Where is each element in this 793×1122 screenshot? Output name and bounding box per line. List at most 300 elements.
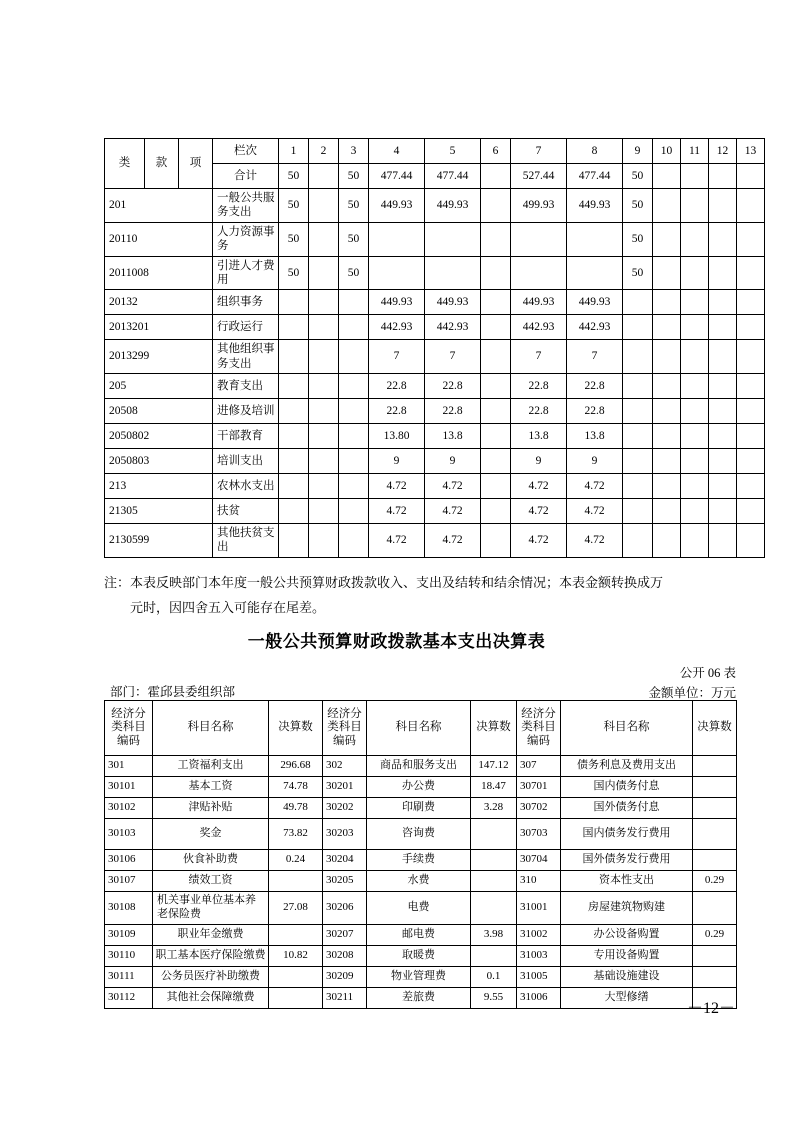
row-val-8: 4.72 [567,499,623,524]
row-val-3 [339,474,369,499]
header-subject-name-2: 科目名称 [367,701,471,756]
row-val-10 [653,424,681,449]
row-code: 2050803 [105,449,213,474]
row-val-6 [481,424,511,449]
row-val-3: 50 [339,256,369,290]
row-val-6 [481,499,511,524]
cell-code-3: 310 [517,871,561,892]
row-code: 21305 [105,499,213,524]
total-val-9: 50 [623,164,653,189]
cell-amount-2: 18.47 [471,777,517,798]
row-val-12 [709,524,737,558]
row-val-4: 7 [369,340,425,374]
cell-name-1: 其他社会保障缴费 [153,988,269,1009]
cell-amount-1 [269,871,323,892]
table-row [105,374,765,399]
row-code: 2013299 [105,340,213,374]
total-val-11 [681,164,709,189]
row-val-6 [481,315,511,340]
row-val-2 [309,340,339,374]
row-val-13 [737,399,765,424]
header-col-9: 9 [623,139,653,164]
row-val-4 [369,222,425,256]
cell-name-2: 办公费 [367,777,471,798]
row-val-9 [623,499,653,524]
row-val-8: 7 [567,340,623,374]
cell-code-2: 302 [323,756,367,777]
table-row [105,819,737,850]
cell-amount-2 [471,892,517,925]
header-col-6: 6 [481,139,511,164]
row-val-7: 7 [511,340,567,374]
cell-name-3: 基础设施建设 [561,967,693,988]
cell-amount-3 [693,819,737,850]
row-val-11 [681,189,709,223]
row-val-7: 499.93 [511,189,567,223]
header-col-4: 4 [369,139,425,164]
cell-code-2: 30209 [323,967,367,988]
row-name: 其他组织事务支出 [213,340,279,374]
row-val-6 [481,474,511,499]
row-name: 其他扶贫支出 [213,524,279,558]
row-val-7 [511,256,567,290]
row-val-1 [279,399,309,424]
total-val-2 [309,164,339,189]
row-val-2 [309,189,339,223]
row-val-10 [653,340,681,374]
table-row [105,524,765,558]
cell-code-1: 30108 [105,892,153,925]
cell-name-3: 资本性支出 [561,871,693,892]
table-row [105,756,737,777]
header-col-12: 12 [709,139,737,164]
row-val-1 [279,340,309,374]
row-val-3 [339,499,369,524]
row-val-1 [279,449,309,474]
header-col-7: 7 [511,139,567,164]
header-final-amount-2: 决算数 [471,701,517,756]
row-val-10 [653,315,681,340]
cell-code-2: 30205 [323,871,367,892]
cell-amount-3 [693,777,737,798]
row-code: 20132 [105,290,213,315]
note-line-1: 注：本表反映部门本年度一般公共预算财政拨款收入、支出及结转和结余情况；本表金额转换成万 [104,575,664,590]
row-val-4: 22.8 [369,374,425,399]
cell-amount-2 [471,850,517,871]
cell-code-2: 30208 [323,946,367,967]
cell-amount-1 [269,925,323,946]
cell-code-2: 30202 [323,798,367,819]
cell-code-1: 30103 [105,819,153,850]
row-val-2 [309,474,339,499]
row-val-3 [339,399,369,424]
cell-name-1: 工资福利支出 [153,756,269,777]
row-val-10 [653,222,681,256]
row-val-5: 4.72 [425,524,481,558]
row-val-10 [653,449,681,474]
row-val-10 [653,474,681,499]
cell-code-1: 30109 [105,925,153,946]
header-econ-code-3: 经济分类科目编码 [517,701,561,756]
row-name: 进修及培训 [213,399,279,424]
row-val-12 [709,474,737,499]
row-val-5: 449.93 [425,290,481,315]
cell-name-2: 电费 [367,892,471,925]
row-val-12 [709,499,737,524]
row-val-1 [279,424,309,449]
row-val-3 [339,340,369,374]
row-val-8: 449.93 [567,290,623,315]
row-val-13 [737,499,765,524]
row-code: 201 [105,189,213,223]
row-val-4: 13.80 [369,424,425,449]
cell-code-2: 30211 [323,988,367,1009]
row-val-5: 4.72 [425,499,481,524]
cell-name-1: 职工基本医疗保险缴费 [153,946,269,967]
table1-header-row [105,139,765,164]
row-val-11 [681,474,709,499]
header-subject-name-1: 科目名称 [153,701,269,756]
row-val-10 [653,256,681,290]
row-val-8 [567,256,623,290]
row-val-9 [623,399,653,424]
row-val-6 [481,524,511,558]
cell-name-3: 债务利息及费用支出 [561,756,693,777]
row-val-10 [653,374,681,399]
cell-amount-2: 3.28 [471,798,517,819]
table-row [105,777,737,798]
total-val-12 [709,164,737,189]
table-row [105,399,765,424]
header-col-1: 1 [279,139,309,164]
row-val-2 [309,424,339,449]
row-val-13 [737,474,765,499]
cell-code-3: 31005 [517,967,561,988]
row-val-13 [737,524,765,558]
row-val-1 [279,474,309,499]
table-row [105,871,737,892]
row-val-5: 7 [425,340,481,374]
row-val-9 [623,474,653,499]
row-val-11 [681,374,709,399]
cell-code-1: 30106 [105,850,153,871]
cell-code-1: 30112 [105,988,153,1009]
cell-code-1: 30102 [105,798,153,819]
row-name: 培训支出 [213,449,279,474]
total-val-7: 527.44 [511,164,567,189]
row-val-13 [737,374,765,399]
row-val-1: 50 [279,222,309,256]
cell-code-2: 30203 [323,819,367,850]
cell-amount-1 [269,967,323,988]
row-val-13 [737,290,765,315]
total-val-8: 477.44 [567,164,623,189]
row-val-11 [681,424,709,449]
row-val-6 [481,399,511,424]
row-val-2 [309,399,339,424]
header-subject-name-3: 科目名称 [561,701,693,756]
row-val-2 [309,222,339,256]
row-val-6 [481,290,511,315]
row-code: 2050802 [105,424,213,449]
cell-code-2: 30201 [323,777,367,798]
row-val-5: 13.8 [425,424,481,449]
cell-name-1: 绩效工资 [153,871,269,892]
cell-amount-2: 0.1 [471,967,517,988]
total-val-4: 477.44 [369,164,425,189]
row-val-10 [653,399,681,424]
table-row [105,925,737,946]
row-val-2 [309,499,339,524]
cell-amount-3 [693,892,737,925]
row-val-6 [481,222,511,256]
cell-amount-1: 10.82 [269,946,323,967]
cell-name-1: 机关事业单位基本养老保险费 [153,892,269,925]
row-val-12 [709,424,737,449]
table-row [105,850,737,871]
cell-code-3: 307 [517,756,561,777]
table-row [105,189,765,223]
row-val-4: 449.93 [369,189,425,223]
cell-code-2: 30206 [323,892,367,925]
total-val-13 [737,164,765,189]
cell-name-2: 邮电费 [367,925,471,946]
row-val-10 [653,499,681,524]
cell-code-3: 30702 [517,798,561,819]
cell-name-1: 伙食补助费 [153,850,269,871]
cell-amount-2: 3.98 [471,925,517,946]
cell-name-3: 专用设备购置 [561,946,693,967]
header-cell-xiang: 项 [179,139,213,189]
cell-name-1: 职业年金缴费 [153,925,269,946]
form-number: 公开 06 表 [679,666,736,680]
row-val-1 [279,290,309,315]
cell-name-2: 商品和服务支出 [367,756,471,777]
row-val-11 [681,222,709,256]
row-val-4: 22.8 [369,399,425,424]
cell-code-3: 30704 [517,850,561,871]
header-cell-lei: 类 [105,139,145,189]
row-val-3 [339,424,369,449]
row-val-9 [623,315,653,340]
cell-amount-1: 49.78 [269,798,323,819]
total-val-10 [653,164,681,189]
row-name: 干部教育 [213,424,279,449]
cell-name-3: 房屋建筑物购建 [561,892,693,925]
table-row [105,449,765,474]
cell-amount-1: 73.82 [269,819,323,850]
row-val-7: 22.8 [511,399,567,424]
total-val-1: 50 [279,164,309,189]
row-name: 行政运行 [213,315,279,340]
table-row [105,222,765,256]
row-val-12 [709,315,737,340]
table-row [105,474,765,499]
row-val-3 [339,524,369,558]
row-val-5: 449.93 [425,189,481,223]
table-meta-right [648,663,736,703]
row-val-2 [309,449,339,474]
cell-amount-3: 0.29 [693,871,737,892]
header-col-10: 10 [653,139,681,164]
row-val-4: 4.72 [369,474,425,499]
cell-code-3: 31006 [517,988,561,1009]
row-name: 一般公共服务支出 [213,189,279,223]
cell-code-3: 31003 [517,946,561,967]
row-val-3 [339,290,369,315]
cell-name-2: 差旅费 [367,988,471,1009]
cell-name-3: 办公设备购置 [561,925,693,946]
total-val-5: 477.44 [425,164,481,189]
row-val-6 [481,189,511,223]
header-col-8: 8 [567,139,623,164]
cell-code-3: 30703 [517,819,561,850]
row-val-10 [653,189,681,223]
row-val-12 [709,399,737,424]
row-val-9 [623,449,653,474]
row-val-11 [681,449,709,474]
cell-amount-3 [693,798,737,819]
row-val-8: 442.93 [567,315,623,340]
note-line-2: 元时，因四舍五入可能存在尾差。 [130,599,326,615]
cell-name-3: 国内债务发行费用 [561,819,693,850]
row-val-4: 442.93 [369,315,425,340]
budget-allocation-table-wrapper [104,138,757,558]
amount-unit: 金额单位：万元 [648,686,736,700]
row-val-8: 4.72 [567,524,623,558]
row-val-11 [681,499,709,524]
row-val-8: 13.8 [567,424,623,449]
cell-amount-2 [471,871,517,892]
cell-amount-3: 0.29 [693,925,737,946]
row-val-9 [623,290,653,315]
row-val-6 [481,449,511,474]
row-val-12 [709,449,737,474]
row-val-3 [339,449,369,474]
row-val-9 [623,424,653,449]
cell-code-1: 30111 [105,967,153,988]
total-val-3: 50 [339,164,369,189]
row-val-13 [737,189,765,223]
row-val-7: 22.8 [511,374,567,399]
row-val-1 [279,499,309,524]
row-val-1 [279,374,309,399]
row-val-8: 22.8 [567,374,623,399]
cell-name-2: 印刷费 [367,798,471,819]
row-val-9 [623,340,653,374]
row-val-5: 22.8 [425,399,481,424]
table-row [105,315,765,340]
table-row [105,967,737,988]
row-code: 2011008 [105,256,213,290]
table-row [105,340,765,374]
basic-expenditure-table [104,700,737,1009]
header-col-2: 2 [309,139,339,164]
row-val-5 [425,256,481,290]
header-econ-code-1: 经济分类科目编码 [105,701,153,756]
row-name: 农林水支出 [213,474,279,499]
cell-amount-3 [693,850,737,871]
cell-name-1: 奖金 [153,819,269,850]
row-name: 教育支出 [213,374,279,399]
row-val-2 [309,315,339,340]
cell-amount-1: 74.78 [269,777,323,798]
row-val-9 [623,374,653,399]
row-val-9: 50 [623,222,653,256]
table1-body [105,139,765,558]
cell-amount-1: 0.24 [269,850,323,871]
row-val-12 [709,340,737,374]
row-val-8: 22.8 [567,399,623,424]
row-val-13 [737,256,765,290]
header-col-3: 3 [339,139,369,164]
table-row [105,946,737,967]
page-title: 一般公共预算财政拨款基本支出决算表 [247,632,546,651]
row-val-8: 449.93 [567,189,623,223]
cell-name-1: 基本工资 [153,777,269,798]
cell-name-2: 水费 [367,871,471,892]
row-val-13 [737,424,765,449]
row-code: 213 [105,474,213,499]
header-final-amount-3: 决算数 [693,701,737,756]
table2-header-row [105,701,737,756]
row-code: 205 [105,374,213,399]
row-val-11 [681,256,709,290]
cell-amount-2 [471,819,517,850]
row-val-13 [737,222,765,256]
row-val-1: 50 [279,189,309,223]
row-val-8: 4.72 [567,474,623,499]
header-final-amount-1: 决算数 [269,701,323,756]
row-val-11 [681,340,709,374]
row-val-12 [709,290,737,315]
cell-name-3: 国外债务发行费用 [561,850,693,871]
cell-name-3: 国外债务付息 [561,798,693,819]
row-val-7: 4.72 [511,499,567,524]
row-val-3: 50 [339,222,369,256]
row-val-7: 449.93 [511,290,567,315]
row-val-6 [481,256,511,290]
cell-name-2: 物业管理费 [367,967,471,988]
row-val-10 [653,290,681,315]
row-val-6 [481,340,511,374]
row-code: 20110 [105,222,213,256]
row-val-1 [279,524,309,558]
total-label: 合计 [213,164,279,189]
row-val-3 [339,315,369,340]
row-val-9 [623,524,653,558]
cell-code-3: 30701 [517,777,561,798]
row-name: 人力资源事务 [213,222,279,256]
cell-name-2: 取暖费 [367,946,471,967]
cell-amount-1: 296.68 [269,756,323,777]
row-name: 扶贫 [213,499,279,524]
cell-name-3: 大型修缮 [561,988,693,1009]
row-val-10 [653,524,681,558]
row-val-2 [309,290,339,315]
row-val-1: 50 [279,256,309,290]
row-val-5: 9 [425,449,481,474]
row-val-12 [709,222,737,256]
row-val-12 [709,189,737,223]
cell-amount-1 [269,988,323,1009]
header-col-11: 11 [681,139,709,164]
row-val-11 [681,315,709,340]
row-val-4: 9 [369,449,425,474]
cell-code-1: 30101 [105,777,153,798]
row-val-7 [511,222,567,256]
header-col-5: 5 [425,139,481,164]
